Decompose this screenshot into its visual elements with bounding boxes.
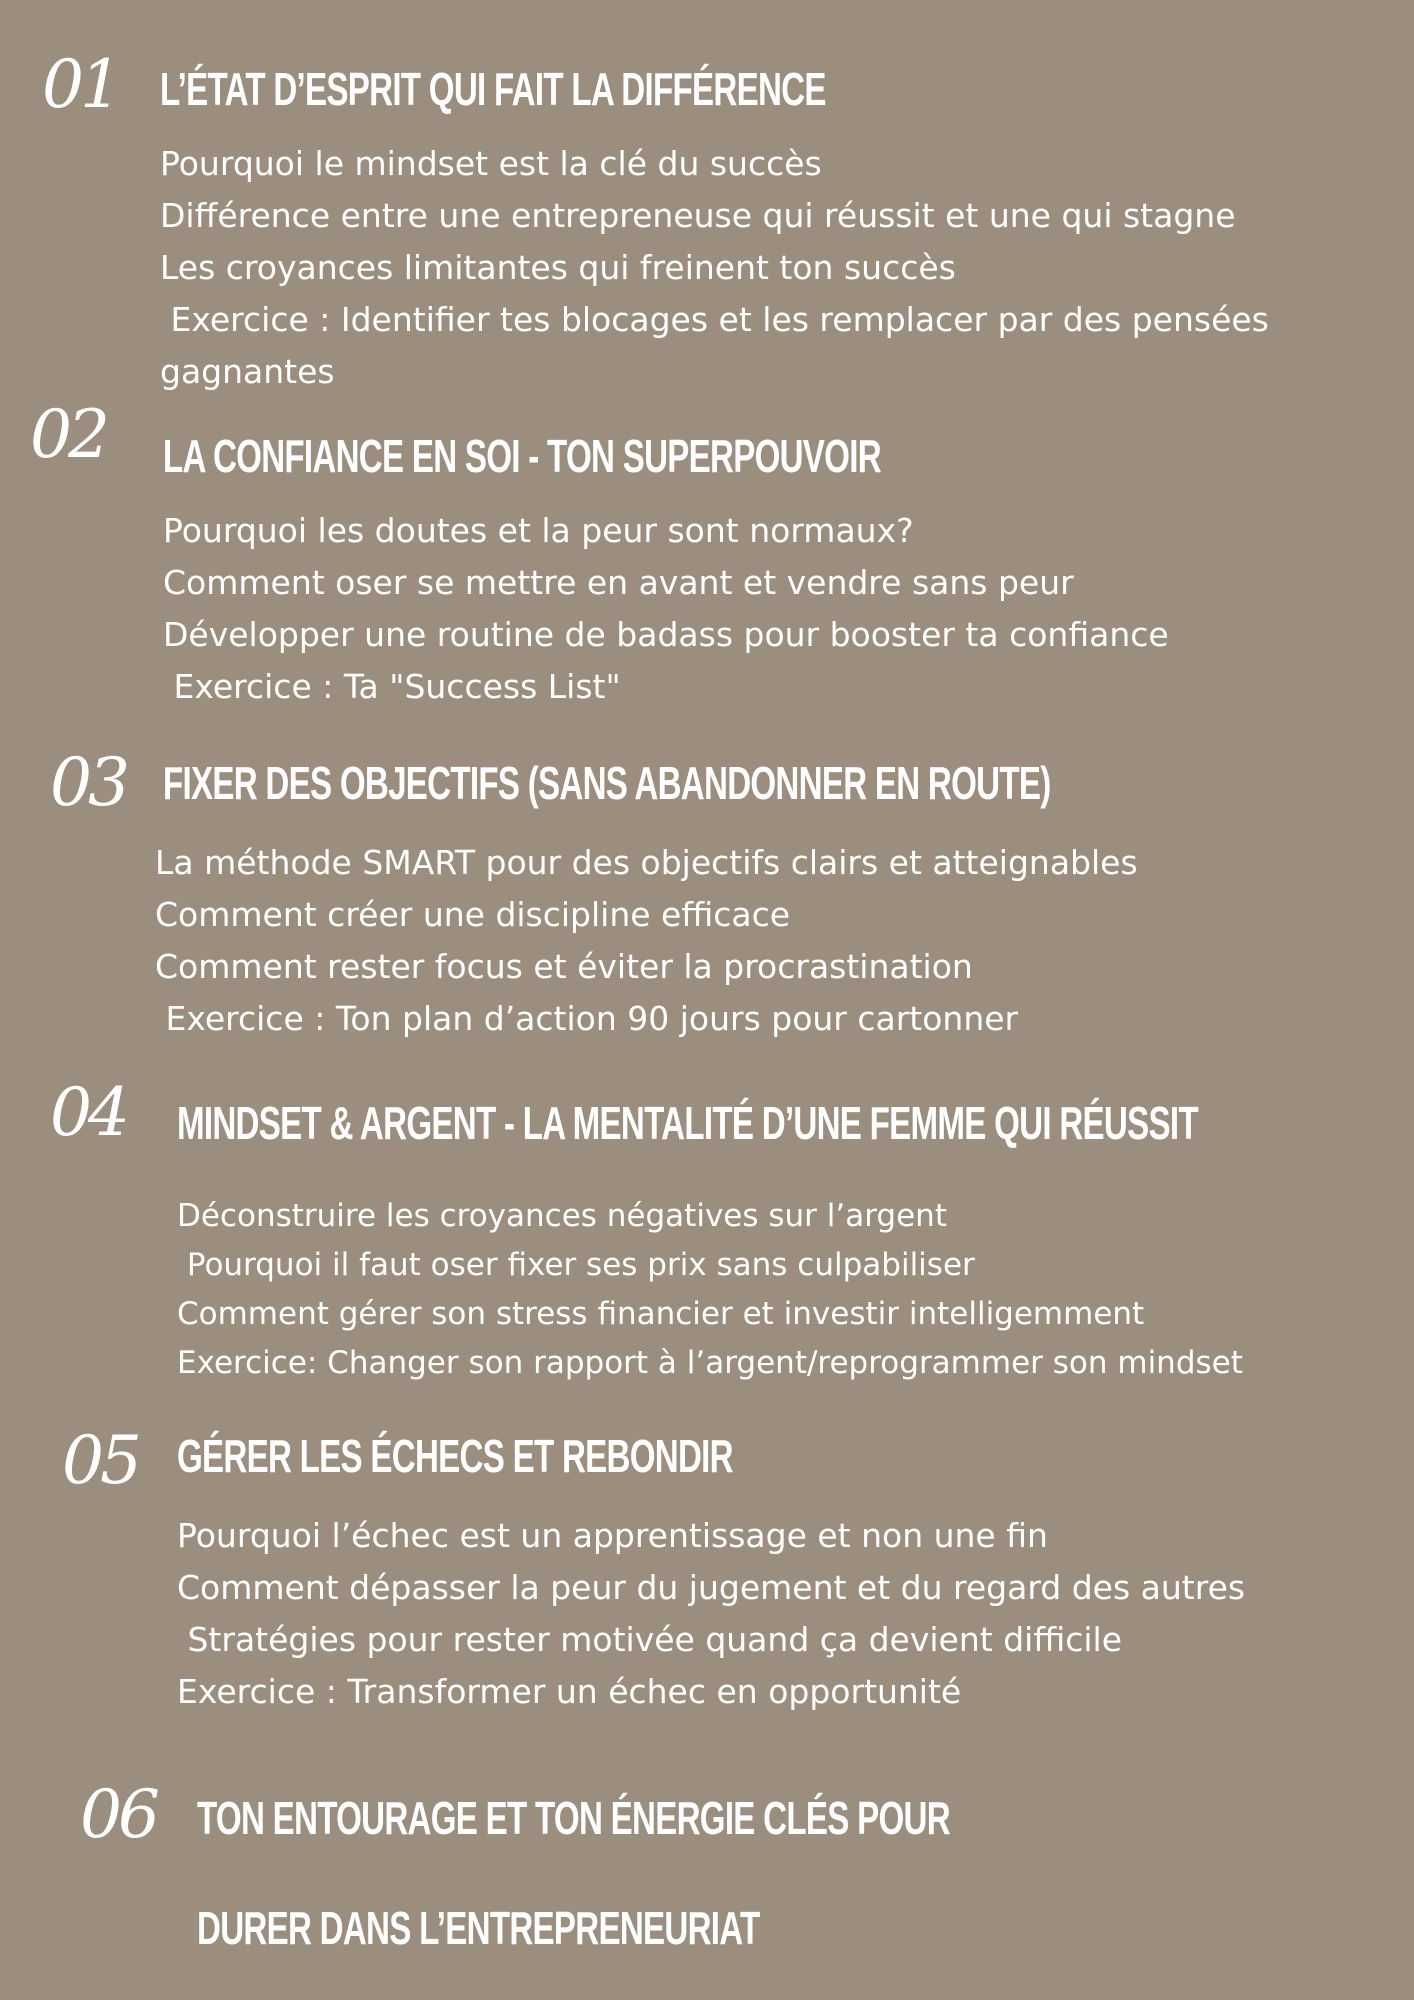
section-number: 06 bbox=[80, 1776, 156, 1853]
section-number: 04 bbox=[50, 1074, 126, 1151]
section-title: FIXER DES OBJECTIFS (SANS ABANDONNER EN ROUTE) bbox=[163, 757, 1051, 809]
section-title: LA CONFIANCE EN SOI - TON SUPERPOUVOIR bbox=[163, 430, 881, 482]
list-item: Exercice : Ton plan d’action 90 jours pour cartonner bbox=[155, 999, 1019, 1038]
list-item: Pourquoi il faut oser fixer ses prix sans culpabiliser bbox=[177, 1247, 975, 1283]
list-item: Exercice: Changer son rapport à l’argent/reprogrammer son mindset bbox=[177, 1345, 1243, 1381]
list-item: Exercice : Ta "Success List" bbox=[163, 667, 621, 706]
section-title: TON ENTOURAGE ET TON ÉNERGIE CLÉS POUR DURER DANS L’ENTREPRENEURIAT bbox=[197, 1792, 950, 1954]
section-items bbox=[155, 837, 1138, 1045]
section-items bbox=[177, 1510, 1245, 1718]
list-item: Pourquoi l’échec est un apprentissage et non une fin bbox=[177, 1516, 1048, 1555]
list-item: Comment dépasser la peur du jugement et du regard des autres bbox=[177, 1568, 1246, 1607]
section-title: L’ÉTAT D’ESPRIT QUI FAIT LA DIFFÉRENCE bbox=[160, 63, 826, 115]
section-title: GÉRER LES ÉCHECS ET REBONDIR bbox=[177, 1430, 733, 1482]
list-item: Comment créer une discipline efficace bbox=[155, 895, 791, 934]
section-items bbox=[177, 1192, 1243, 1388]
list-item: Développer une routine de badass pour booster ta confiance bbox=[163, 615, 1169, 654]
list-item: Exercice : Identifier tes blocages et les remplacer par des pensées gagnantes bbox=[160, 300, 1280, 391]
section-number: 03 bbox=[50, 744, 126, 821]
section-number: 05 bbox=[62, 1422, 138, 1499]
list-item: Pourquoi le mindset est la clé du succès bbox=[160, 144, 822, 183]
section-number: 02 bbox=[30, 396, 106, 473]
list-item: Comment rester focus et éviter la procrastination bbox=[155, 947, 973, 986]
list-item: Stratégies pour rester motivée quand ça devient difficile bbox=[177, 1620, 1123, 1659]
list-item: Pourquoi les doutes et la peur sont normaux? bbox=[163, 511, 914, 550]
list-item: Déconstruire les croyances négatives sur l’argent bbox=[177, 1198, 947, 1234]
list-item: La méthode SMART pour des objectifs clairs et atteignables bbox=[155, 843, 1138, 882]
list-item: Les croyances limitantes qui freinent ton succès bbox=[160, 248, 956, 287]
section-number: 01 bbox=[42, 46, 118, 123]
list-item: Comment oser se mettre en avant et vendre sans peur bbox=[163, 563, 1074, 602]
list-item: Différence entre une entrepreneuse qui réussit et une qui stagne bbox=[160, 196, 1236, 235]
section-items bbox=[163, 505, 1169, 713]
section-title: MINDSET & ARGENT - LA MENTALITÉ D’UNE FEMME QUI RÉUSSIT bbox=[177, 1097, 1198, 1149]
list-item: Exercice : Transformer un échec en opportunité bbox=[177, 1672, 962, 1711]
section-items bbox=[160, 138, 1360, 398]
list-item: Comment gérer son stress financier et investir intelligemment bbox=[177, 1296, 1145, 1332]
